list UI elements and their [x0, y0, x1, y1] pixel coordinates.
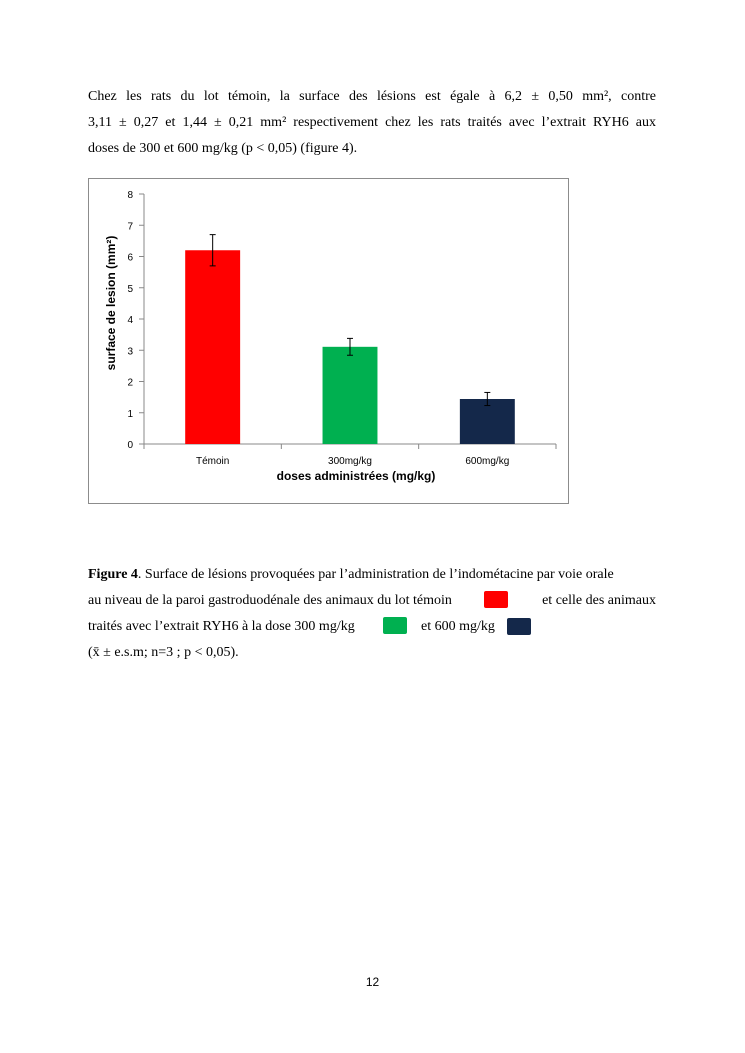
x-tick-label: 600mg/kg [465, 456, 510, 467]
figure-caption [88, 562, 656, 666]
x-tick-label: 300mg/kg [328, 456, 372, 467]
x-axis-title: doses administrées (mg/kg) [276, 469, 436, 483]
caption-line-4-text: (x̄ ± e.s.m; n=3 ; p < 0,05). [88, 645, 239, 660]
caption-line-3-text-b: et 600 mg/kg [421, 619, 495, 634]
figure-label: Figure 4 [88, 567, 138, 582]
page-number: 12 [365, 975, 380, 989]
caption-line-1-text: . Surface de lésions provoquées par l’administration de l’indométacine par voie orale [137, 567, 614, 582]
x-tick-label: Témoin [195, 456, 230, 467]
bar-chart [88, 178, 569, 504]
caption-line-3-text-a: traités avec l’extrait RYH6 à la dose 300 mg/kg [88, 619, 355, 634]
y-tick-label: 7 [127, 221, 133, 233]
paragraph-line-3: doses de 300 et 600 mg/kg (p < 0,05) (figure 4). [88, 141, 358, 156]
caption-line-4 [88, 640, 656, 666]
y-tick-label: 1 [127, 408, 133, 420]
bar [185, 250, 240, 444]
y-axis-title: surface de lesion (mm²) [104, 235, 118, 371]
dose300-color-swatch [383, 617, 407, 634]
temoin-color-swatch [484, 591, 508, 608]
y-tick-label: 8 [127, 190, 133, 201]
y-tick-label: 2 [127, 377, 133, 389]
caption-line-2-text-b: et celle des animaux [542, 593, 656, 608]
caption-line-2 [88, 588, 656, 614]
caption-line-3 [88, 614, 656, 640]
y-tick-label: 3 [127, 346, 133, 358]
bar [323, 347, 378, 444]
y-tick-label: 5 [127, 283, 133, 295]
y-tick-label: 4 [127, 315, 133, 326]
caption-line-1 [88, 562, 656, 588]
body-paragraph [88, 84, 656, 162]
y-tick-label: 0 [127, 440, 133, 451]
y-tick-label: 6 [127, 252, 133, 264]
dose600-color-swatch [507, 618, 531, 635]
paragraph-line-2: 3,11 ± 0,27 et 1,44 ± 0,21 mm² respectivement chez les rats traités avec l’extrait RYH6 aux [88, 115, 656, 130]
caption-line-2-text-a: au niveau de la paroi gastroduodénale des animaux du lot témoin [88, 593, 452, 608]
bar-chart-svg [89, 179, 570, 505]
paragraph-line-1: Chez les rats du lot témoin, la surface des lésions est égale à 6,2 ± 0,50 mm², contre [88, 89, 656, 104]
